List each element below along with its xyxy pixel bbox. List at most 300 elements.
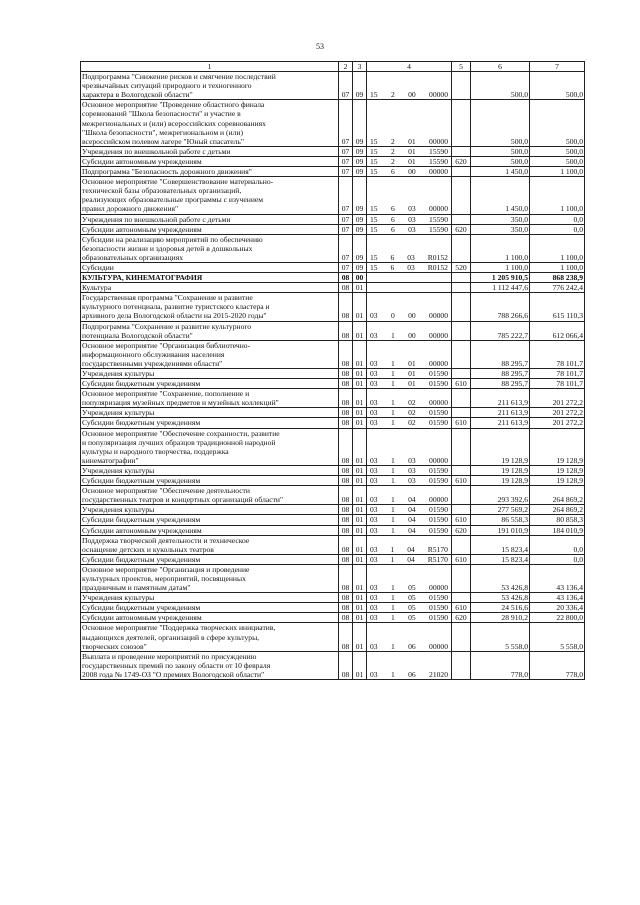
expense-type-cell: 610 (452, 476, 471, 486)
expense-type-cell (452, 100, 471, 146)
row-name-cell: Субсидии бюджетным учреждениям (81, 476, 339, 486)
target-article-part: 6 (390, 224, 395, 234)
amount-2018-cell: 500,0 (530, 146, 585, 156)
row-name-cell: Подпрограмма "Сохранение и развитие культурного потенциала Вологодской области" (81, 321, 339, 340)
target-article-cell (367, 505, 452, 515)
target-article-part: 00 (408, 330, 416, 340)
expense-type-cell (452, 340, 471, 368)
target-article-cell (367, 525, 452, 535)
row-name-cell: Основное мероприятие "Поддержка творческих инициатив, выдающихся деятелей, организаций в сфере культуры, творческих союзов" (81, 623, 339, 651)
expense-type-cell: 610 (452, 418, 471, 428)
amount-2017-cell: 211 613,9 (471, 389, 530, 408)
target-article-parts (368, 331, 450, 340)
target-article-part: 03 (370, 593, 378, 603)
subsection-code-cell: 01 (353, 515, 367, 525)
row-name-cell: Субсидии бюджетным учреждениям (81, 418, 339, 428)
amount-2018-cell: 776 242,4 (530, 283, 585, 293)
amount-2017-cell: 1 205 910,5 (471, 273, 530, 283)
subsection-code-cell: 01 (353, 379, 367, 389)
subsection-code-cell: 09 (353, 146, 367, 156)
subsection-code-cell: 01 (353, 283, 367, 293)
amount-2018-cell: 78 101,7 (530, 369, 585, 379)
target-article-cell (367, 476, 452, 486)
subsection-code-cell: 01 (353, 476, 367, 486)
amount-2018-cell: 184 010,9 (530, 525, 585, 535)
table-row (81, 389, 585, 408)
section-code-cell: 08 (339, 593, 353, 603)
amount-2018-cell: 615 110,3 (530, 293, 585, 321)
target-article-part: 2 (390, 90, 395, 100)
target-article-part: 06 (408, 669, 416, 679)
target-article-parts (368, 167, 450, 176)
amount-2017-cell: 785 222,7 (471, 321, 530, 340)
target-article-cell (367, 593, 452, 603)
subsection-code-cell: 01 (353, 564, 367, 592)
target-article-part: 01 (408, 379, 416, 389)
amount-2018-cell: 78 101,7 (530, 379, 585, 389)
target-article-part: 1 (390, 669, 395, 679)
row-name-cell: Учреждения культуры (81, 593, 339, 603)
target-article-part: 01590 (429, 379, 448, 389)
target-article-part: 1 (390, 505, 395, 515)
row-name-cell: Основное мероприятие "Организация и проведение культурных проектов, мероприятий, посвященных праздничным и памятным датам" (81, 564, 339, 592)
target-article-cell (367, 224, 452, 234)
row-name-cell: Субсидии бюджетным учреждениям (81, 379, 339, 389)
section-code-cell: 08 (339, 525, 353, 535)
page-number: 53 (316, 42, 324, 51)
table-row (81, 177, 585, 214)
target-article-part: 03 (408, 455, 416, 465)
subsection-code-cell: 01 (353, 593, 367, 603)
target-article-cell (367, 100, 452, 146)
amount-2017-cell: 277 569,2 (471, 505, 530, 515)
target-article-part: 1 (390, 544, 395, 554)
target-article-cell (367, 623, 452, 651)
target-article-part: 01590 (429, 408, 448, 418)
amount-2018-cell: 19 128,9 (530, 476, 585, 486)
subsection-code-cell: 01 (353, 613, 367, 623)
section-code-cell: 07 (339, 100, 353, 146)
target-article-part: 03 (370, 525, 378, 535)
target-article-cell (367, 369, 452, 379)
table-row (81, 262, 585, 272)
header-col-2: 2 (339, 62, 353, 72)
subsection-code-cell: 01 (353, 603, 367, 613)
amount-2018-cell: 43 136,4 (530, 564, 585, 592)
expense-type-cell (452, 535, 471, 554)
subsection-code-cell: 09 (353, 234, 367, 262)
expense-type-cell (452, 234, 471, 262)
target-article-part: 03 (370, 669, 378, 679)
target-article-part: 1 (390, 418, 395, 428)
row-name-cell: Учреждения культуры (81, 505, 339, 515)
row-name-cell: Субсидии автономным учреждениям (81, 613, 339, 623)
target-article-part: 00000 (429, 495, 448, 505)
table-row (81, 535, 585, 554)
subsection-code-cell: 01 (353, 321, 367, 340)
table-row (81, 146, 585, 156)
target-article-cell (367, 379, 452, 389)
target-article-part: 1 (390, 515, 395, 525)
section-code-cell: 08 (339, 505, 353, 515)
target-article-parts (368, 466, 450, 475)
expense-type-cell (452, 389, 471, 408)
target-article-part: 03 (407, 252, 415, 262)
target-article-cell (367, 283, 452, 293)
subsection-code-cell: 01 (353, 389, 367, 408)
target-article-part: 06 (408, 641, 416, 651)
expense-type-cell: 620 (452, 525, 471, 535)
target-article-part: 03 (370, 613, 378, 623)
amount-2017-cell: 88 295,7 (471, 340, 530, 368)
header-col-5: 5 (452, 62, 471, 72)
subsection-code-cell: 09 (353, 100, 367, 146)
table-row (81, 321, 585, 340)
target-article-cell (367, 613, 452, 623)
section-code-cell: 08 (339, 293, 353, 321)
target-article-parts (368, 204, 450, 213)
target-article-part: 03 (370, 603, 378, 613)
expense-type-cell: 520 (452, 262, 471, 272)
target-article-part: 03 (407, 262, 415, 272)
target-article-part: 00000 (429, 330, 448, 340)
row-name-cell: КУЛЬТУРА, КИНЕМАТОГРАФИЯ (81, 273, 339, 283)
expense-type-cell: 620 (452, 613, 471, 623)
target-article-part: 03 (370, 476, 378, 486)
expense-type-cell: 610 (452, 554, 471, 564)
target-article-part: 15 (370, 214, 378, 224)
target-article-cell (367, 167, 452, 177)
target-article-part: 6 (390, 262, 395, 272)
section-code-cell: 08 (339, 603, 353, 613)
target-article-part: 03 (370, 358, 378, 368)
expense-type-cell (452, 72, 471, 100)
expense-type-cell (452, 465, 471, 475)
amount-2017-cell: 24 516,6 (471, 603, 530, 613)
expense-type-cell: 610 (452, 603, 471, 613)
target-article-part: 01 (408, 156, 416, 166)
target-article-parts (368, 398, 450, 407)
target-article-part: R5170 (427, 544, 448, 554)
target-article-cell (367, 603, 452, 613)
section-code-cell: 08 (339, 273, 353, 283)
target-article-parts (368, 526, 450, 535)
target-article-part: 01590 (429, 515, 448, 525)
target-article-parts (368, 379, 450, 388)
row-name-cell: Учреждения культуры (81, 408, 339, 418)
row-name-cell: Субсидии бюджетным учреждениям (81, 554, 339, 564)
target-article-cell (367, 554, 452, 564)
expense-type-cell (452, 214, 471, 224)
expense-type-cell (452, 623, 471, 651)
table-row (81, 486, 585, 505)
amount-2018-cell: 201 272,2 (530, 389, 585, 408)
target-article-part: 2 (390, 156, 395, 166)
amount-2017-cell: 350,0 (471, 224, 530, 234)
section-code-cell: 08 (339, 389, 353, 408)
target-article-part: 03 (370, 369, 378, 378)
target-article-part: 03 (370, 379, 378, 389)
target-article-parts (368, 253, 450, 262)
row-name-cell: Учреждения по внешкольной работе с детьми (81, 146, 339, 156)
subsection-code-cell: 01 (353, 525, 367, 535)
table-row (81, 340, 585, 368)
row-name-cell: Субсидии автономным учреждениям (81, 525, 339, 535)
section-code-cell: 08 (339, 369, 353, 379)
subsection-code-cell: 01 (353, 505, 367, 515)
section-code-cell: 07 (339, 224, 353, 234)
amount-2017-cell: 500,0 (471, 156, 530, 166)
target-article-part: 03 (370, 583, 378, 593)
table-row (81, 100, 585, 146)
amount-2018-cell: 264 869,2 (530, 486, 585, 505)
target-article-parts (368, 215, 450, 224)
target-article-cell (367, 408, 452, 418)
expense-type-cell: 620 (452, 224, 471, 234)
amount-2017-cell: 19 128,9 (471, 428, 530, 465)
target-article-part: 00000 (429, 167, 448, 177)
target-article-part: 04 (408, 515, 416, 525)
target-article-part: 1 (390, 379, 395, 389)
subsection-code-cell: 09 (353, 214, 367, 224)
table-row (81, 234, 585, 262)
subsection-code-cell: 01 (353, 428, 367, 465)
target-article-part: 1 (390, 641, 395, 651)
table-row (81, 293, 585, 321)
section-code-cell: 08 (339, 465, 353, 475)
target-article-parts (368, 311, 450, 320)
target-article-part: 01590 (429, 613, 448, 623)
target-article-part: 21020 (429, 669, 448, 679)
expense-type-cell (452, 428, 471, 465)
target-article-part: 2 (390, 136, 395, 146)
expense-type-cell (452, 293, 471, 321)
target-article-part: 6 (390, 214, 395, 224)
target-article-parts (368, 225, 450, 234)
table-row (81, 379, 585, 389)
target-article-parts (368, 603, 450, 612)
target-article-part: 1 (390, 554, 395, 564)
amount-2018-cell: 19 128,9 (530, 428, 585, 465)
target-article-parts (368, 583, 450, 592)
target-article-part: 1 (390, 455, 395, 465)
target-article-part: 01590 (429, 505, 448, 515)
target-article-part: 15590 (429, 224, 448, 234)
target-article-part: 03 (370, 408, 378, 418)
target-article-part: 03 (370, 641, 378, 651)
target-article-part: 00000 (429, 398, 448, 408)
amount-2017-cell: 293 392,6 (471, 486, 530, 505)
subsection-code-cell: 09 (353, 262, 367, 272)
budget-table (80, 61, 585, 680)
amount-2018-cell: 5 558,0 (530, 623, 585, 651)
target-article-part: 04 (407, 544, 415, 554)
target-article-parts (368, 359, 450, 368)
target-article-parts (368, 408, 450, 417)
amount-2017-cell: 53 426,8 (471, 564, 530, 592)
amount-2017-cell: 500,0 (471, 72, 530, 100)
target-article-part: 15 (370, 262, 378, 272)
target-article-part: 01590 (429, 593, 448, 603)
subsection-code-cell: 01 (353, 408, 367, 418)
expense-type-cell: 610 (452, 379, 471, 389)
target-article-parts (368, 642, 450, 651)
expense-type-cell (452, 283, 471, 293)
target-article-part: 00 (408, 90, 416, 100)
subsection-code-cell: 01 (353, 486, 367, 505)
target-article-part: R5170 (427, 554, 448, 564)
target-article-parts (368, 545, 450, 554)
section-code-cell: 07 (339, 156, 353, 166)
amount-2017-cell: 1 100,0 (471, 234, 530, 262)
target-article-part: 01590 (429, 525, 448, 535)
amount-2017-cell: 1 450,0 (471, 177, 530, 214)
section-code-cell: 08 (339, 408, 353, 418)
expense-type-cell (452, 505, 471, 515)
target-article-part: 03 (408, 224, 416, 234)
table-row (81, 623, 585, 651)
section-code-cell: 08 (339, 554, 353, 564)
amount-2017-cell: 1 112 447,6 (471, 283, 530, 293)
header-col-6: 6 (471, 62, 530, 72)
section-code-cell: 08 (339, 418, 353, 428)
target-article-cell (367, 564, 452, 592)
row-name-cell: Подпрограмма "Снижение рисков и смягчение последствий чрезвычайных ситуаций природного и техногенного характера в Вологодской области" (81, 72, 339, 100)
target-article-cell (367, 273, 452, 283)
target-article-parts (368, 456, 450, 465)
amount-2017-cell: 19 128,9 (471, 465, 530, 475)
row-name-cell: Подпрограмма "Безопасность дорожного движения" (81, 167, 339, 177)
target-article-part: 15590 (429, 146, 448, 156)
amount-2018-cell: 22 800,0 (530, 613, 585, 623)
row-name-cell: Основное мероприятие "Обеспечение деятельности государственных театров и концертных организаций области" (81, 486, 339, 505)
target-article-part: 05 (408, 583, 416, 593)
amount-2018-cell: 868 238,9 (530, 273, 585, 283)
amount-2017-cell: 788 266,6 (471, 293, 530, 321)
row-name-cell: Основное мероприятие "Совершенствование материально- технической базы образовательных организаций, реализующих образовательные программы с изучением правил дорожного движения" (81, 177, 339, 214)
target-article-part: 00 (408, 167, 416, 177)
expense-type-cell: 620 (452, 156, 471, 166)
target-article-part: 1 (390, 369, 395, 378)
section-code-cell: 08 (339, 613, 353, 623)
target-article-part: 00000 (429, 136, 448, 146)
amount-2017-cell: 88 295,7 (471, 379, 530, 389)
expense-type-cell (452, 486, 471, 505)
target-article-part: 04 (408, 495, 416, 505)
amount-2017-cell: 53 426,8 (471, 593, 530, 603)
row-name-cell: Основное мероприятие "Проведение областного финала соревнований "Школа безопасности" и участие в межрегиональных и (или) всероссийских соревнованиях "Школа безопасности", межрегиональном и (или) всероссийском полевом лагере "Юный спасатель" (81, 100, 339, 146)
expense-type-cell (452, 177, 471, 214)
header-col-4: 4 (367, 62, 452, 72)
target-article-part: 02 (408, 398, 416, 408)
amount-2017-cell: 15 823,4 (471, 535, 530, 554)
header-col-7: 7 (530, 62, 585, 72)
target-article-cell (367, 465, 452, 475)
amount-2018-cell: 1 100,0 (530, 177, 585, 214)
table-row (81, 156, 585, 166)
target-article-part: 00000 (429, 90, 448, 100)
amount-2018-cell: 0,0 (530, 224, 585, 234)
target-article-part: 6 (390, 204, 395, 214)
target-article-part: R0152 (427, 262, 448, 272)
target-article-parts (368, 670, 450, 679)
row-name-cell: Субсидии бюджетным учреждениям (81, 515, 339, 525)
target-article-part: 1 (390, 593, 395, 603)
section-code-cell: 07 (339, 177, 353, 214)
target-article-part: 00000 (429, 358, 448, 368)
target-article-part: 01590 (429, 418, 448, 428)
amount-2017-cell: 19 128,9 (471, 476, 530, 486)
target-article-parts (368, 418, 450, 427)
section-code-cell: 08 (339, 283, 353, 293)
target-article-cell (367, 389, 452, 408)
amount-2018-cell: 1 100,0 (530, 167, 585, 177)
subsection-code-cell: 01 (353, 554, 367, 564)
target-article-cell (367, 486, 452, 505)
target-article-part: 15 (370, 252, 378, 262)
target-article-parts (368, 495, 450, 504)
target-article-cell (367, 428, 452, 465)
expense-type-cell (452, 651, 471, 679)
target-article-parts (368, 555, 450, 564)
amount-2018-cell: 19 128,9 (530, 465, 585, 475)
subsection-code-cell: 01 (353, 623, 367, 651)
table-header-row (81, 62, 585, 72)
target-article-part: 1 (390, 408, 395, 418)
row-name-cell: Культура (81, 283, 339, 293)
amount-2018-cell: 500,0 (530, 72, 585, 100)
table-row (81, 593, 585, 603)
amount-2018-cell: 20 336,4 (530, 603, 585, 613)
amount-2017-cell: 211 613,9 (471, 408, 530, 418)
table-row (81, 283, 585, 293)
target-article-part: 00000 (429, 311, 448, 321)
target-article-cell (367, 262, 452, 272)
target-article-parts (368, 263, 450, 272)
target-article-part: 1 (390, 398, 395, 408)
target-article-cell (367, 146, 452, 156)
amount-2017-cell: 5 558,0 (471, 623, 530, 651)
amount-2018-cell: 0,0 (530, 554, 585, 564)
subsection-code-cell: 01 (353, 340, 367, 368)
row-name-cell: Субсидии автономным учреждениям (81, 224, 339, 234)
header-col-3: 3 (353, 62, 367, 72)
section-code-cell: 07 (339, 167, 353, 177)
target-article-cell (367, 651, 452, 679)
row-name-cell: Государственная программа "Сохранение и развитие культурного потенциала, развитие туристского кластера и архивного дела Вологодской области на 2015-2020 годы" (81, 293, 339, 321)
subsection-code-cell: 09 (353, 177, 367, 214)
target-article-part: 15 (370, 90, 378, 100)
target-article-part: 01590 (429, 465, 448, 475)
table-row (81, 369, 585, 379)
amount-2018-cell: 778,0 (530, 651, 585, 679)
target-article-part: 03 (408, 214, 416, 224)
expense-type-cell (452, 321, 471, 340)
table-row (81, 525, 585, 535)
header-col-1: 1 (81, 62, 339, 72)
amount-2017-cell: 350,0 (471, 214, 530, 224)
target-article-parts (368, 593, 450, 602)
subsection-code-cell: 01 (353, 651, 367, 679)
target-article-cell (367, 418, 452, 428)
target-article-part: 1 (390, 330, 395, 340)
amount-2018-cell: 201 272,2 (530, 408, 585, 418)
target-article-cell (367, 214, 452, 224)
target-article-parts (368, 515, 450, 524)
target-article-parts (368, 613, 450, 622)
target-article-part: 2 (390, 146, 395, 156)
table-row (81, 428, 585, 465)
